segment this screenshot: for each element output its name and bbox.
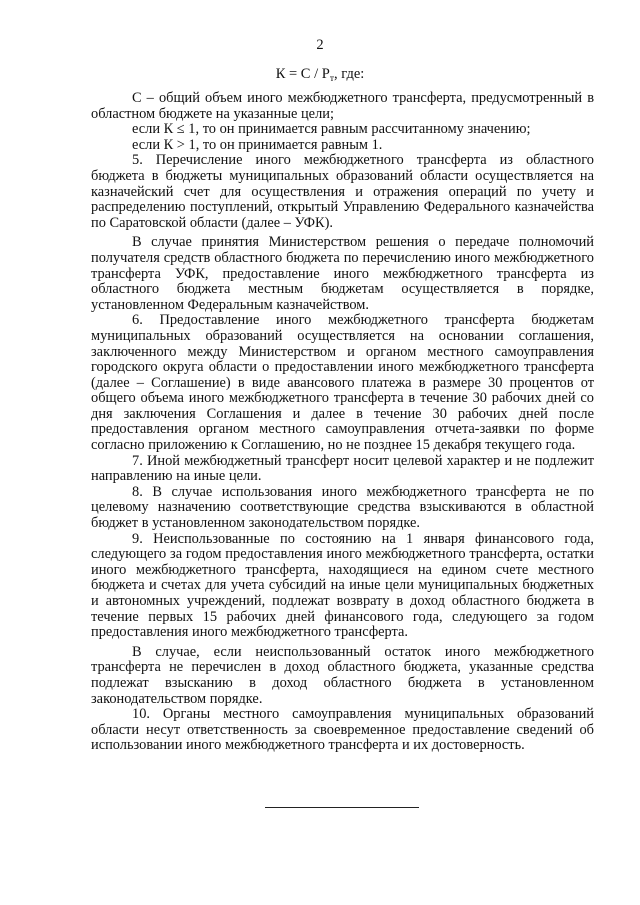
paragraph-k-le-1: если К ≤ 1, то он принимается равным рассчитанному значению; xyxy=(132,121,531,138)
paragraph-item-9: 9. Неиспользованные по состоянию на 1 января финансового года, следующего за годом предоставления иного межбюджетного трансферта, остатки иного межбюджетного трансферта, находящиеся на едином счете местного бюджета и счетах для учета субсидий на иные цели муниципальных бюджетных и автономных учреждений, подлежат возврату в доход областного бюджета в течение первых 15 рабочих дней финансового года, следующего за годом предоставления иного межбюджетного трансферта. xyxy=(91,530,594,641)
paragraph-item-7: 7. Иной межбюджетный трансферт носит целевой характер и не подлежит направлению на иные цели. xyxy=(91,452,594,485)
formula-subscript: т xyxy=(329,74,334,84)
body-text xyxy=(91,91,594,754)
page-number: 2 xyxy=(316,37,324,53)
paragraph-c-definition: С – общий объем иного межбюджетного трансферта, предусмотренный в областном бюджете на указанные цели; xyxy=(91,90,594,122)
formula xyxy=(0,66,640,84)
paragraph-item-8: 8. В случае использования иного межбюджетного трансферта не по целевому назначению соответствующие средства взыскиваются в областной бюджет в установленном законодательством порядке. xyxy=(91,483,594,532)
paragraph-k-gt-1: если К > 1, то он принимается равным 1. xyxy=(132,136,383,153)
paragraph-item-6: 6. Предоставление иного межбюджетного трансферта бюджетам муниципальных образований осуществляется на основании соглашения, заключенного между Министерством и органом местного самоуправления городского округа области о предоставлении иного межбюджетного трансферта (далее – Соглашение) в виде авансового платежа в размере 30 процентов от общего объема иного межбюджетного трансферта в течение 30 рабочих дней со дня заключения Соглашения и далее в течение 30 рабочих дней после предоставления органом местного самоуправления отчета-заявки по форме согласно приложению к Соглашению, но не позднее 15 декабря текущего года. xyxy=(91,312,594,454)
paragraph-ufk-powers: В случае принятия Министерством решения о передаче полномочий получателя средств областного бюджета по перечислению иного межбюджетного трансферта УФК, предоставление иного межбюджетного трансферта из областного бюджета местным бюджетам осуществляется в порядке, установленном Федеральным казначейством. xyxy=(91,234,594,313)
paragraph-item-10: 10. Органы местного самоуправления муниципальных образований области несут ответственность за своевременное предоставление сведений об использовании иного межбюджетного трансферта и их достоверность. xyxy=(91,706,594,754)
paragraph-unused-balance: В случае, если неиспользованный остаток иного межбюджетного трансферта не перечислен в доход областного бюджета, указанные средства подлежат взысканию в доход областного бюджета в установленном законодательством порядке. xyxy=(91,643,594,707)
formula-main: К = С / Р xyxy=(275,66,330,82)
paragraph-item-5: 5. Перечисление иного межбюджетного трансферта из областного бюджета в бюджеты муниципальных образований области осуществляется на казначейский счет для осуществления и отражения операций по учету и распределению поступлений, открытый Управлению Федерального казначейства по Саратовской области (далее – УФК). xyxy=(91,152,594,231)
end-divider-line xyxy=(265,807,419,808)
formula-tail: , где: xyxy=(333,66,365,82)
